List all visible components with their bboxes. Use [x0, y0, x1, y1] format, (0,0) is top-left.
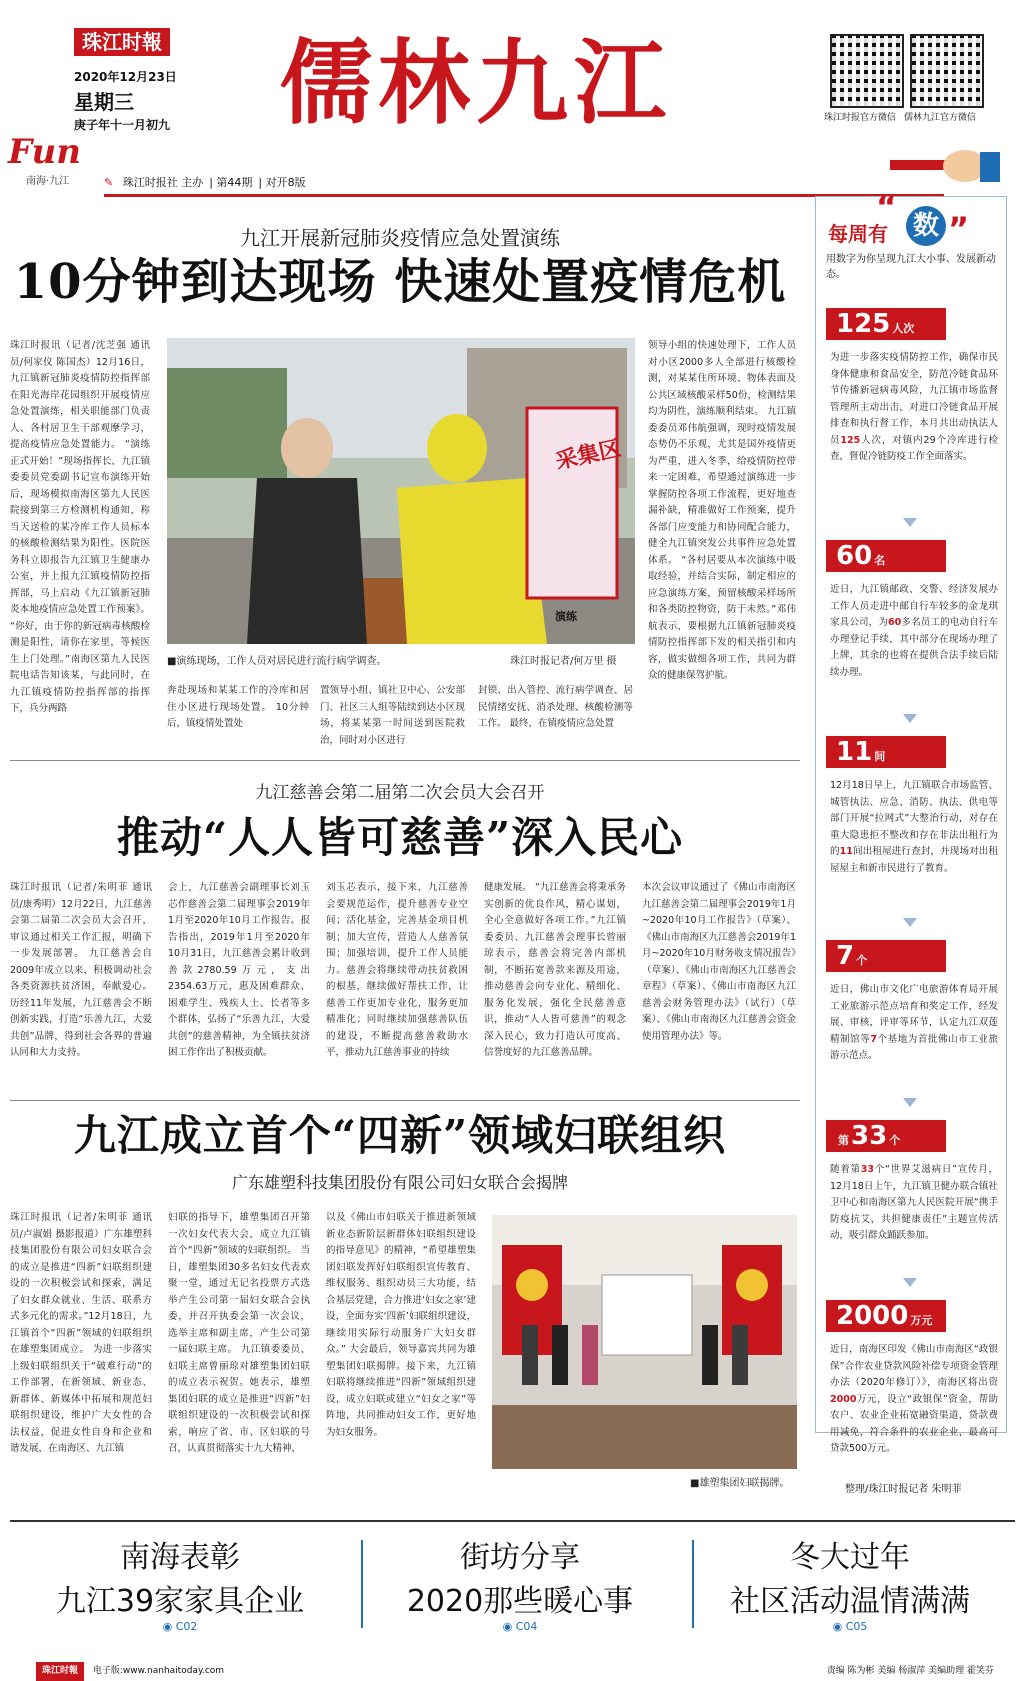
photo-sign-collection-area: 采集区 [553, 436, 624, 475]
sidebar-number-badge [826, 1120, 946, 1152]
publisher-info: 珠江时报社 主办 [122, 176, 204, 189]
teaser-divider-1 [361, 1540, 363, 1628]
teaser-page-link[interactable] [690, 1620, 1010, 1633]
qr-label-1: 珠江时报官方微信 [824, 113, 897, 123]
page-count: 对开8版 [265, 176, 306, 189]
sidebar-credit: 整理/珠江时报记者 朱明菲 [845, 1484, 962, 1495]
article1-photo-credit: 珠江时报记者/何万里 摄 [510, 656, 617, 667]
sidebar-item-text: 近日，南海区印发《佛山市南海区“政银保”合作农业贷款风险补偿专项资金管理办法（2020年修订）》，南海区将出资2000万元，设立“政银保”资金，帮助农户、农业企业拓宽融资渠道，贷款费用减免，符合条件的农业企业，最高可贷款500万元。 [830, 1344, 998, 1454]
chevron-down-icon [903, 918, 917, 927]
sidebar-item-text: 随着第33个“世界艾滋病日”宣传月，12月18日上午，九江镇卫健办联合镇社卫中心和南海区第九人民医院开展“携手防疫抗艾，共担健康责任”主题宣传活动，吸引群众踊跃参加。 [830, 1164, 998, 1241]
pointing-hand-icon [890, 140, 1000, 192]
sidebar-item-text: 近日，九江镇邮政、交警、经济发展办工作人员走进中邮自行车较多的金龙琪家具公司，为60多名员工的电动自行车办理登记手续，其中部分在现场办理了上牌，其余的也将在提供合法手续后陆续办理。 [830, 584, 998, 678]
article1-bottom-col-1: 奔赴现场和某某工作的冷库和居住小区进行现场处置。 10分钟后，镇疫情处置处 [167, 685, 309, 729]
article2-column-3: 刘玉芯表示，接下来，九江慈善会要规范运作，提升慈善专业空间；活化基金，完善基金项目机制；加大宣传，营造人人慈善氛围；加强培训，提升工作人员能力。慈善会将继续带动扶贫救困的根基，继续做好帮扶工作，让慈善工作更加专业化，服务更加精准化；同时继续加强慈善队伍的建设，不断提高慈善救助水平，推动九江慈善事业的持续 [326, 882, 468, 1058]
article1-kicker: 九江开展新冠肺炎疫情应急处置演练 [240, 226, 560, 250]
badge-number: 2000 [836, 1301, 909, 1331]
article3-photo-caption: ■雄塑集团妇联揭牌。 [690, 1478, 790, 1489]
fun-nanhai-logo [8, 132, 100, 188]
article2-headline[interactable]: 推动“人人皆可慈善”深入民心 [116, 813, 684, 862]
epidemic-drill-photo [167, 338, 635, 644]
article2-column-5: 本次会议审议通过了《佛山市南海区九江慈善会第二届理事会2019年1月~2020年10月工作报告》（草案）、《佛山市南海区九江慈善会2019年1月~2020年10月财务收支情况报告》（草案）、《佛山市南海区九江慈善会章程》（草案）、《佛山市南海区九江慈善会财务管理办法》（试行）（草案）、《佛山市南海区九江慈善会资金使用管理办法》等。 [642, 882, 796, 1042]
article2-column-1: 珠江时报讯（记者/朱明菲 通讯员/康秀明）12月22日，九江慈善会第二届第二次会员大会召开，审议通过相关工作汇报，明确下一步发展部署。 九江慈善会自2009年成立以来，积极调动社会各类资源扶贫济困，奉献爱心。历经11年发展，九江慈善会不断创新实践，打造“乐善九江，大爱共创”品牌，得到社会各界的普遍认同和大力支持。 [10, 882, 152, 1058]
highlighted-number: 2000 [830, 1393, 857, 1405]
pen-icon: ✎ [104, 176, 114, 189]
page-ref-icon: ◉ [502, 1620, 516, 1633]
article2-column-2: 会上，九江慈善会副理事长刘玉芯作慈善会第二届理事会2019年1月至2020年10月工作报告。报告指出，2019年1月至2020年10月31日，九江慈善会累计收到善款2780.59万元，支出2354.63万元，惠及困难群众、困难学生、残疾人士、长者等多个群体，弘扬了“乐善九江，大爱共创”的慈善精神，为全镇扶贫济困工作作出了积极贡献。 [168, 882, 310, 1058]
article1-column-1: 珠江时报讯（记者/沈芝强 通讯员/何家仪 陈国杰）12月16日，九江镇新冠肺炎疫情防控指挥部在阳光海岸花园组织开展疫情应急处置演练，相关职能部门负责人、各村居卫生干部观摩学习，提高疫情应急处置能力。 “演练正式开始！”现场指挥长、九江镇委委员党委副书记宣布演练开始后，现场模拟南海区第九人民医院接到第三方检测机构通知，称当天送检的某冷库工作人员标本的核酸检测结果为阳性。医院医务科立即报告九江镇卫生健康办公室，并上报九江镇疫情防控指挥部，马上启动《九江镇新冠肺炎本地疫情应急处置工作预案》。 “你好，由于你的新冠病毒核酸检测是阳性，请你在家里，等候医生上门处理。”南海区第九人民医院电话告知该某，与此同时，在九江镇疫情防控指挥部的指挥下，兵分两路 [10, 340, 150, 714]
open-quote-icon: “ [876, 188, 898, 226]
chevron-down-icon [903, 1278, 917, 1287]
teaser-line-1: 南海表彰 [120, 1540, 240, 1575]
teaser-line-2: 九江39家家具企业 [55, 1584, 305, 1619]
qr-label-2: 儒林九江官方微信 [904, 113, 977, 123]
article-divider [10, 1100, 800, 1101]
chevron-down-icon [903, 518, 917, 527]
article1-photo-caption: ■演练现场，工作人员对居民进行流行病学调查。 [167, 656, 387, 667]
badge-unit: 个 [889, 1134, 901, 1147]
article3-photo[interactable] [492, 1215, 797, 1469]
badge-unit: 个 [856, 954, 868, 967]
highlighted-number: 125 [840, 434, 861, 446]
sidebar-number-badge [826, 1300, 946, 1332]
page-teaser[interactable] [690, 1532, 1010, 1633]
article1-bottom-col-2: 置领导小组、镇社卫中心、公安部门、社区三人组等陆续到达小区现场，将某某第一时间送到医院救治，同时对小区进行 [320, 685, 465, 746]
article3-column-1: 珠江时报讯（记者/朱明菲 通讯员/卢淑娟 摄影报道）广东雄塑科技集团股份有限公司妇女联合会的成立是推进“四新”妇联组织建设的一次积极尝试和探索，满足了妇女群众就业、生活、联系方式多元化的需求。”12月18日，九江镇首个“四新”领域的妇联组织在雄塑集团成立。 为进一步落实上级妇联组织关于“破难行动”的工作部署，在新领域、新业态、新群体、新媒体中拓展和规范妇联组织建设，维护广大女性的合法权益，促进女性自身和企业和谐发展，在南海区、九江镇 [10, 1212, 152, 1454]
sidebar-title-number-badge: 数 [906, 206, 946, 246]
highlighted-number: 11 [839, 846, 853, 857]
footer-divider [10, 1520, 1015, 1522]
sidebar-item-text: 12月18日早上，九江镇联合市场监管、城管执法、应急、消防、执法、供电等部门开展“拉网式”大整治行动，对存在重大隐患拒不整改和存在非法出租行为的11间出租屋进行查封，并现场对出租屋屋主和新市民进行了教育。 [830, 780, 998, 874]
sidebar-number-badge [826, 940, 946, 972]
footer-website-link[interactable]: 电子版:www.nanhaitoday.com [92, 1666, 225, 1676]
article2-column-4: 健康发展。 “九江慈善会将秉承务实创新的优良作风，精心谋划，全心全意做好各项工作。”九江镇委委员、九江慈善会理事长曾丽琼表示，慈善会将完善内部机制，不断拓宽善款来源及用途，推动慈善会向专业化、精细化、服务化发展，强化全民慈善意识，推动“人人皆可慈善”的观念深入民心，致力打造认可度高、信誉度好的九江慈善品牌。 [484, 882, 626, 1058]
sidebar-number-badge [826, 540, 946, 572]
issue-number: 第44期 [216, 176, 253, 189]
teaser-page-link[interactable] [20, 1620, 340, 1633]
page-teaser[interactable] [360, 1532, 680, 1633]
badge-number: 33 [851, 1121, 888, 1151]
page-footer [0, 1662, 1024, 1681]
highlighted-number: 60 [888, 617, 902, 628]
teaser-line-2: 社区活动温情满满 [730, 1584, 970, 1619]
fun-logo-text: Fun [8, 132, 81, 172]
teaser-line-1: 街坊分享 [460, 1540, 580, 1575]
fun-logo-subtitle: 南海·九江 [26, 176, 70, 187]
highlighted-number: 7 [870, 1033, 877, 1045]
chevron-down-icon [903, 714, 917, 723]
article3-subhead: 广东雄塑科技集团股份有限公司妇女联合会揭牌 [231, 1173, 568, 1192]
badge-unit: 间 [874, 750, 886, 763]
badge-unit: 名 [874, 554, 886, 567]
issue-date: 2020年12月23日 [74, 70, 177, 84]
badge-number: 7 [836, 941, 855, 971]
page-teaser[interactable] [20, 1532, 340, 1633]
sidebar-title: 每周有 [828, 222, 888, 246]
badge-number: 11 [836, 737, 873, 767]
badge-unit: 万元 [910, 1314, 933, 1327]
paper-logo: 珠江时報 [74, 28, 170, 56]
teaser-page-ref[interactable]: C02 [175, 1620, 198, 1633]
article2-kicker: 九江慈善会第二届第二次会员大会召开 [255, 783, 545, 803]
teaser-divider-2 [692, 1540, 694, 1628]
issue-lunar-date: 庚子年十一月初九 [74, 118, 171, 132]
qr-code-wechat-2[interactable] [910, 34, 982, 106]
qr-code-wechat-1[interactable] [830, 34, 902, 106]
teaser-page-link[interactable] [360, 1620, 680, 1633]
article1-column-4: 领导小组的快速处理下，工作人员对小区2000多人全部进行核酸检测，对某某住所环境、物体表面及公共区域核酸采样50份，检测结果均为阴性，演练顺利结束。 九江镇委委员邓伟航强调，现时疫情发展态势仍不乐观，尤其是国外疫情更为严重，进入冬季，给疫情防控带来一定困难，希望通过演练进一步掌握防控各项工作流程，更好地查漏补缺，精准做好工作预案，提升各部门应变能力和协同配合能力，健全九江镇突发公共事件应急处置体系。 “各村居要从本次演练中吸取经验，并结合实际，制定相应的应急演练方案，预留核酸采样场所和各类防控物资，防于未然。”邓伟航表示，要根据九江镇新冠肺炎疫情防控指挥部下发的相关指引和内容，做实做细各项工作，共同为群众的健康保驾护航。 [648, 340, 796, 681]
chevron-down-icon [903, 1098, 917, 1107]
issue-info-bar: ✎ 珠江时报社 主办 | 第44期 | 对开8版 [104, 176, 306, 189]
page-ref-icon: ◉ [162, 1620, 176, 1633]
page-ref-icon: ◉ [832, 1620, 846, 1633]
teaser-page-ref[interactable]: C05 [845, 1620, 868, 1633]
highlighted-number: 33 [860, 1164, 874, 1175]
issue-weekday: 星期三 [74, 90, 134, 114]
badge-number: 60 [836, 541, 873, 571]
footer-editors: 责编 陈为彬 美编 杨淑萍 美编助理 霍笑芬 [826, 1666, 994, 1676]
teaser-line-1: 冬大过年 [790, 1540, 910, 1575]
article1-bottom-col-3: 封锁、出入管控、流行病学调查、居民情绪安抚、消杀处理、核酸检测等工作。 最终，在镇疫情应急处置 [478, 685, 633, 729]
sidebar-number-badge [826, 308, 946, 340]
article3-headline[interactable]: 九江成立首个“四新”领域妇联组织 [73, 1111, 727, 1160]
article1-photo[interactable] [167, 338, 635, 644]
sidebar-subtitle: 用数字为你呈现九江大小事、发展新动态。 [826, 254, 996, 280]
close-quote-icon: ” [948, 210, 970, 248]
article3-column-2: 妇联的指导下，雄塑集团召开第一次妇女代表大会，成立九江镇首个“四新”领域的妇联组织。 当日，雄塑集团30多名妇女代表欢聚一堂，通过无记名投票方式选举产生公司第一届妇女联合会执委，并召开执委会第一次会议，选举主席和副主席，产生公司第一届妇联主席。 九江镇委委员、妇联主席曾丽琼对雄塑集团妇联的成立表示祝贺。她表示，雄塑集团妇联的成立是推进“四新”妇联组织建设的一次积极尝试和探索，响应了省、市、区妇联的号召，认真贯彻落实十九大精神， [168, 1212, 310, 1454]
footer-logo: 珠江时報 [36, 1662, 84, 1681]
sidebar-item-text: 为进一步落实疫情防控工作，确保市民身体健康和食品安全，防范冷链食品环节传播新冠病毒风险，九江镇市场监督管理所主动出击，对进口冷链食品开展排查和执行督工作，本月共出动执法人员125人次，对镇内29个冷库进行检查，督促冷链防疫工作全面落实。 [830, 352, 998, 462]
womens-federation-unveiling-photo [492, 1215, 797, 1469]
badge-number: 125 [836, 309, 891, 339]
article3-column-3: 以及《佛山市妇联关于推进新领域新业态新阶层新群体妇联组织建设的指导意见》的精神，“希望雄塑集团妇联发挥好妇联组织宣传教育、维权服务、组织动员三大功能，结合基层党建，合力推进‘妇女之家’建设，全面夯实‘四新’妇联组织建设，继续用实际行动服务广大妇女群众。” 大会最后，领导嘉宾共同为雄塑集团妇联揭牌。接下来，九江镇妇联将继续推进“四新”领域组织建设，成立妇联或建立“妇女之家”等阵地，共同推动妇女工作，更好地为妇女服务。 [326, 1212, 476, 1438]
sidebar-number-badge [826, 736, 946, 768]
photo-drill-watermark: 演练 [555, 610, 577, 623]
article-divider [10, 760, 800, 761]
sidebar-item-text: 近日，佛山市文化广电旅游体育局开展工业旅游示范点培育和奖定工作，经发展、审核，评审等环节，认定九江双莲精制馆等7个基地为首批佛山市工业旅游示范点。 [830, 984, 998, 1061]
teaser-line-2: 2020那些暖心事 [406, 1584, 634, 1619]
badge-prefix: 第 [838, 1134, 849, 1147]
masthead-title: 儒林九江 [280, 29, 673, 137]
article1-headline[interactable]: 10分钟到达现场 快速处置疫情危机 [13, 254, 787, 310]
badge-unit: 人次 [892, 322, 915, 335]
teaser-page-ref[interactable]: C04 [515, 1620, 538, 1633]
